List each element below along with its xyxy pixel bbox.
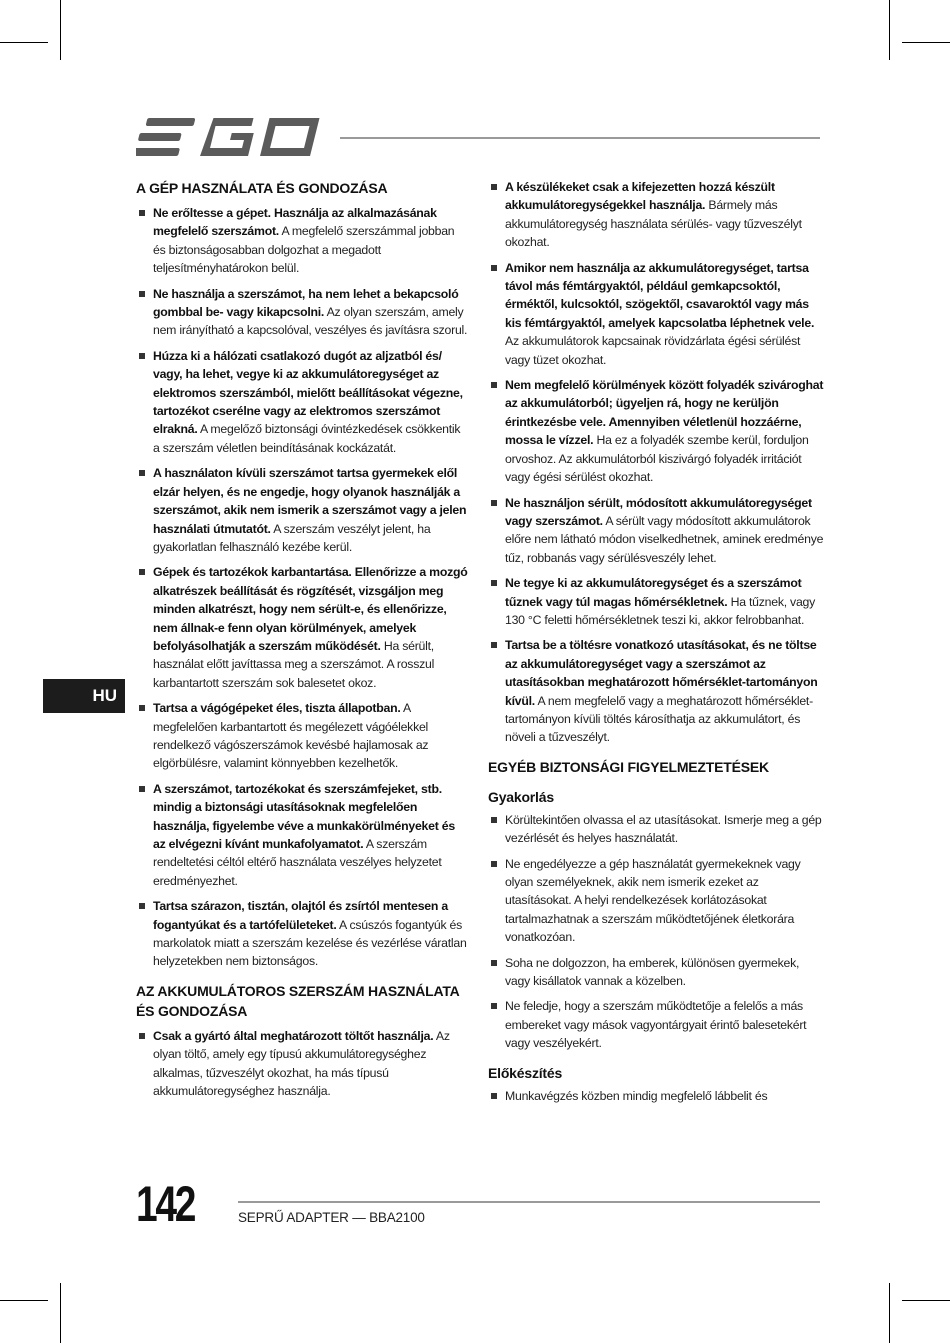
list-item (136, 1027, 468, 1101)
list-item (488, 954, 824, 991)
list-item (136, 780, 468, 890)
list-item (136, 897, 468, 971)
bullet-list (136, 1027, 468, 1101)
list-item-bold: Tartsa be a töltésre vonatkozó utasításokat, és ne töltse az akkumulátoregységet vagy a szerszámot az utasításokban meghatározott hőmérséklet-tartományon kívül. (505, 638, 818, 708)
list-item-text: A sérült vagy módosított akkumulátorok előre nem látható módon viselkedhetnek, aminek eredménye tűz, robbanás vagy sérülésveszély lehet. (505, 513, 824, 565)
list-item-text: Ha tűznek, vagy 130 °C feletti hőmérsékletnek teszi ki, akkor felrobbanhat. (505, 594, 816, 627)
list-item (136, 563, 468, 692)
crop-mark (889, 0, 890, 60)
list-item (488, 178, 824, 252)
list-item-bold: Nem megfelelő körülmények között folyadék szivároghat az akkumulátorból; ügyeljen rá, hogy ne kerüljön érintkezésbe vele. Amennyiben véletlenül hozzáérne, mossa le vízzel. (505, 378, 824, 448)
list-item-text: Körültekintően olvassa el az utasításokat. Ismerje meg a gép vezérlését és helyes használatát. (505, 812, 822, 846)
list-item (488, 636, 824, 746)
list-item-text: A szerszám rendeltetési céltól eltérő használata veszélyes helyzetet eredményezhet. (153, 837, 442, 888)
list-item-text: Ne feledje, hogy a szerszám működtetője a felelős a más embereket vagy mások vagyontárgyait érintő balesetekért vagy veszélyekért. (505, 999, 807, 1051)
list-item (488, 1087, 824, 1105)
list-item-text: Bármely más akkumulátoregység használata sérülés- vagy tűzveszélyt okozhat. (505, 198, 802, 250)
subsection-heading: Előkészítés (488, 1064, 563, 1081)
crop-mark (60, 1283, 61, 1343)
footer-rule (238, 1201, 820, 1203)
list-item-bold: A készülékeket csak a kifejezetten hozzá készült akkumulátoregységekkel használja. (505, 180, 775, 213)
list-item-bold: A használaton kívüli szerszámot tartsa gyermekek elől elzár helyen, és ne engedje, hogy olyanok használják a szerszámot, akik nem ismerik a szerszámot vagy a jelen használati útmutatót. (153, 466, 467, 536)
right-column (488, 178, 824, 1112)
footer-title: SEPRŰ ADAPTER — BBA2100 (238, 1210, 425, 1225)
crop-mark (0, 1300, 48, 1301)
list-item-bold: Húzza ki a hálózati csatlakozó dugót az aljzatból és/ vagy, ha lehet, vegye ki az akkumulátoregységet az elektromos szerszámból, mielőtt beállításokat végezne, tartozékot cserélne vagy az elektromos szerszámot elrakná. (153, 348, 463, 437)
bullet-list (488, 1087, 824, 1105)
list-item (488, 997, 824, 1052)
list-item-bold: Amikor nem használja az akkumulátoregységet, tartsa távol más fémtárgyaktól, például gemkapcsoktól, érméktől, kulcsoktól, szögektől, csavaroktól vagy más kis fémtárgyaktól, amelyek kapcsolatba léphetnek vele. (505, 260, 815, 330)
section-heading: A GÉP HASZNÁLATA ÉS GONDOZÁSA (136, 180, 388, 196)
list-item-text: A megfelelő szerszámmal jobban és biztonságosabban dolgozhat a megadott teljesítményhatárokon belül. (153, 224, 455, 276)
list-item (136, 699, 468, 773)
list-item-bold: Ne tegye ki az akkumulátoregységet és a szerszámot tűznek vagy túl magas hőmérsékletnek. (505, 576, 802, 609)
crop-mark (0, 42, 48, 43)
section-heading: EGYÉB BIZTONSÁGI FIGYELMEZTETÉSEK (488, 758, 769, 775)
crop-mark (60, 0, 61, 60)
list-item (488, 811, 824, 848)
list-item-bold: Ne használja a szerszámot, ha nem lehet a bekapcsoló gombbal be- vagy kikapcsolni. (153, 286, 459, 320)
crop-mark (902, 1300, 950, 1301)
list-item-text: Ne engedélyezze a gép használatát gyermekeknek vagy olyan személyeknek, akik nem ismerik ezeket az utasításokat. A helyi rendelkezések korlátozásokat tartalmazhatnak a szerszám működtetőjének életkorára vonatkozóan. (505, 856, 801, 945)
list-item-bold: Tartsa a vágógépeket éles, tiszta állapotban. (153, 701, 401, 716)
list-item-text: Az akkumulátorok kapcsainak rövidzárlata égési sérülést vagy tüzet okozhat. (505, 334, 801, 367)
list-item (136, 347, 468, 457)
list-item (488, 494, 824, 568)
list-item (488, 259, 824, 369)
list-item-text: A megfelelően karbantartott és megélezett vágóélekkel rendelkező vágószerszámok kevésbé hajlamosak az elgörbülésre, valamint könnyebben kezelhetők. (153, 701, 429, 771)
bullet-list (488, 178, 824, 747)
list-item (488, 574, 824, 629)
list-item-text: Soha ne dolgozzon, ha emberek, különösen gyermekek, vagy kisállatok vannak a közelben. (505, 955, 800, 989)
list-item-text: Az olyan szerszám, amely nem irányítható a kapcsolóval, veszélyes és javításra szorul. (153, 305, 468, 338)
list-item-bold: Ne használjon sérült, módosított akkumulátoregységet vagy szerszámot. (505, 495, 812, 528)
list-item (488, 855, 824, 947)
list-item-text: A megelőző biztonsági óvintézkedések csökkentik a szerszám véletlen beindításának kockázatát. (153, 422, 461, 455)
crop-mark (889, 1283, 890, 1343)
list-item-bold: Tartsa szárazon, tisztán, olajtól és zsírtól mentesen a fogantyúkat és a tartófelületeket. (153, 899, 448, 932)
list-item-bold: Csak a gyártó által meghatározott töltőt használja. (153, 1028, 434, 1043)
section-heading: AZ AKKUMULÁTOROS SZERSZÁM HASZNÁLATA ÉS GONDOZÁSA (136, 982, 460, 1019)
list-item-text: A szerszám veszélyt jelent, ha gyakorlatlan felhasználó kezébe kerül. (153, 521, 431, 554)
bullet-list (488, 811, 824, 1053)
bullet-list (136, 204, 468, 971)
list-item (136, 464, 468, 556)
crop-mark (902, 42, 950, 43)
ego-logo (136, 116, 320, 158)
left-column (136, 178, 468, 1107)
list-item-text: Ha sérült, használat előtt javíttassa meg a szerszámot. A rosszul karbantartott szerszám sok balesetet okoz. (153, 638, 435, 690)
language-tab: HU (43, 679, 125, 713)
page-number: 142 (136, 1176, 195, 1232)
header-rule (340, 137, 820, 139)
list-item-bold: Ne erőltesse a gépet. Használja az alkalmazásának megfelelő szerszámot. (153, 206, 437, 239)
list-item-text: A csúszós fogantyúk és markolatok miatt a szerszám kezelése és vezérlése váratlan helyzetekben nem biztonságos. (153, 917, 467, 969)
list-item (488, 376, 824, 486)
list-item-text: Az olyan töltő, amely egy típusú akkumulátoregységhez alkalmas, tűzveszélyt okozhat, ha más típusú akkumulátoregységhez használja. (153, 1028, 450, 1099)
list-item (136, 285, 468, 340)
subsection-heading: Gyakorlás (488, 788, 554, 805)
list-item-text: A nem megfelelő vagy a meghatározott hőmérséklet-tartományon kívüli töltés károsíthatja az akkumulátort, és növeli a tűzveszélyt. (505, 693, 813, 745)
list-item-text: Munkavégzés közben mindig megfelelő lábbelit és (505, 1088, 768, 1103)
list-item-bold: A szerszámot, tartozékokat és szerszámfejeket, stb. mindig a biztonsági utasításoknak megfelelően használja, figyelembe véve a munkakörülményeket és az elvégezni kívánt munkafolyamatot. (153, 781, 455, 851)
list-item-bold: Gépek és tartozékok karbantartása. Ellenőrizze a mozgó alkatrészek beállítását és rögzítését, vizsgáljon meg minden alkatrészt, hogy nem sérült-e, és ellenőrizze, nem állnak-e fenn olyan körülmények, amelyek befolyásolhatják a szerszám működését. (153, 565, 468, 653)
list-item-text: Ha ez a folyadék szembe kerül, forduljon orvoshoz. Az akkumulátorból kiszivárgó folyadék irritációt vagy égési sérülést okozhat. (505, 433, 809, 485)
list-item (136, 204, 468, 278)
